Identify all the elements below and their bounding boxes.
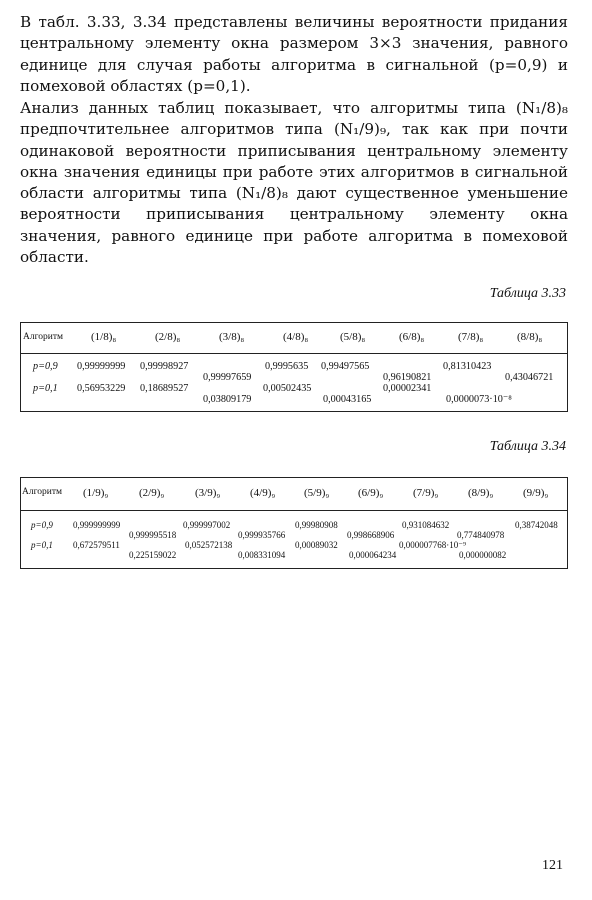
value-cell: 0,931084632	[402, 520, 450, 530]
value-cell: 0,008331094	[238, 550, 286, 560]
value-cell: 0,774840978	[457, 530, 505, 540]
value-cell: 0,99999999	[77, 361, 126, 372]
value-cell: 0,9995635	[265, 361, 309, 372]
col-header: (2/9)₉	[139, 487, 165, 499]
table-3-34	[20, 477, 568, 569]
col-header: (3/9)₉	[195, 487, 221, 499]
value-cell: 0,000007768·10⁻⁹	[399, 540, 467, 550]
value-cell: 0,00043165	[323, 394, 372, 405]
value-cell: 0,998668906	[347, 530, 395, 540]
value-cell: 0,99497565	[321, 361, 370, 372]
value-cell: 0,18689527	[140, 383, 189, 394]
value-cell: 0,96190821	[383, 372, 432, 383]
col-header: (6/8)₈	[399, 331, 425, 343]
page-number: 121	[542, 858, 563, 873]
table-3-33	[20, 322, 568, 412]
table-3-33-caption: Таблица 3.33	[489, 286, 566, 301]
value-cell: 0,99980908	[295, 520, 338, 530]
col-header: (7/9)₉	[413, 487, 439, 499]
col-header: (1/9)₉	[83, 487, 109, 499]
col-header: (8/9)₉	[468, 487, 494, 499]
value-cell: 0,000064234	[349, 550, 397, 560]
row-label-p09: p=0,9	[33, 361, 58, 372]
value-cell: 0,38742048	[515, 520, 558, 530]
value-cell: 0,999995518	[129, 530, 177, 540]
table-header	[21, 478, 567, 511]
col-header: (5/8)₈	[340, 331, 366, 343]
header-label: Алгоритм	[23, 332, 64, 342]
value-cell: 0,000000082	[459, 550, 507, 560]
value-cell: 0,672579511	[73, 540, 120, 550]
row-label-p09: p=0,9	[31, 520, 53, 530]
value-cell: 0,225159022	[129, 550, 177, 560]
value-cell: 0,00089032	[295, 540, 338, 550]
value-cell: 0,999997002	[183, 520, 231, 530]
col-header: (4/9)₉	[250, 487, 276, 499]
value-cell: 0,0000073·10⁻⁸	[446, 394, 512, 405]
value-cell: 0,99998927	[140, 361, 189, 372]
col-header: (8/8)₈	[517, 331, 543, 343]
col-header: (6/9)₉	[358, 487, 384, 499]
table-header	[21, 323, 567, 354]
value-cell: 0,999935766	[238, 530, 286, 540]
row-label-p01: p=0,1	[31, 540, 53, 550]
intro-paragraph: В табл. 3.33, 3.34 представлены величины вероятности придания центральному элементу окна размером 3×3 значения, равного единице для случая работы алгоритма в сигнальной (p=0,9) и помеховой областях (p=0,1).	[20, 13, 568, 95]
col-header: (2/8)₈	[155, 331, 181, 343]
col-header: (7/8)₈	[458, 331, 484, 343]
value-cell: 0,81310423	[443, 361, 492, 372]
value-cell: 0,43046721	[505, 372, 554, 383]
value-cell: 0,00002341	[383, 383, 432, 394]
value-cell: 0,99997659	[203, 372, 252, 383]
value-cell: 0,999999999	[73, 520, 121, 530]
header-label: Алгоритм	[22, 487, 63, 497]
col-header: (5/9)₉	[304, 487, 330, 499]
value-cell: 0,00502435	[263, 383, 312, 394]
row-label-p01: p=0,1	[33, 383, 58, 394]
col-header: (1/8)₈	[91, 331, 117, 343]
analysis-paragraph: Анализ данных таблиц показывает, что алгоритмы типа (N₁/8)₈ предпочтительнее алгоритмов типа (N₁/9)₉, так как при почти одинаковой вероятности приписывания центральному элементу окна значения единицы при работе этих алгоритмов в сигнальной области алгоритмы типа (N₁/8)₈ дают существенное уменьшение вероятности приписывания центральному элементу окна значения, равного единице при работе алгоритма в помеховой области.	[20, 99, 568, 267]
value-cell: 0,052572138	[185, 540, 233, 550]
table-3-34-caption: Таблица 3.34	[489, 439, 566, 454]
value-cell: 0,56953229	[77, 383, 126, 394]
col-header: (3/8)₈	[219, 331, 245, 343]
col-header: (4/8)₈	[283, 331, 309, 343]
value-cell: 0,03809179	[203, 394, 252, 405]
col-header: (9/9)₉	[523, 487, 549, 499]
